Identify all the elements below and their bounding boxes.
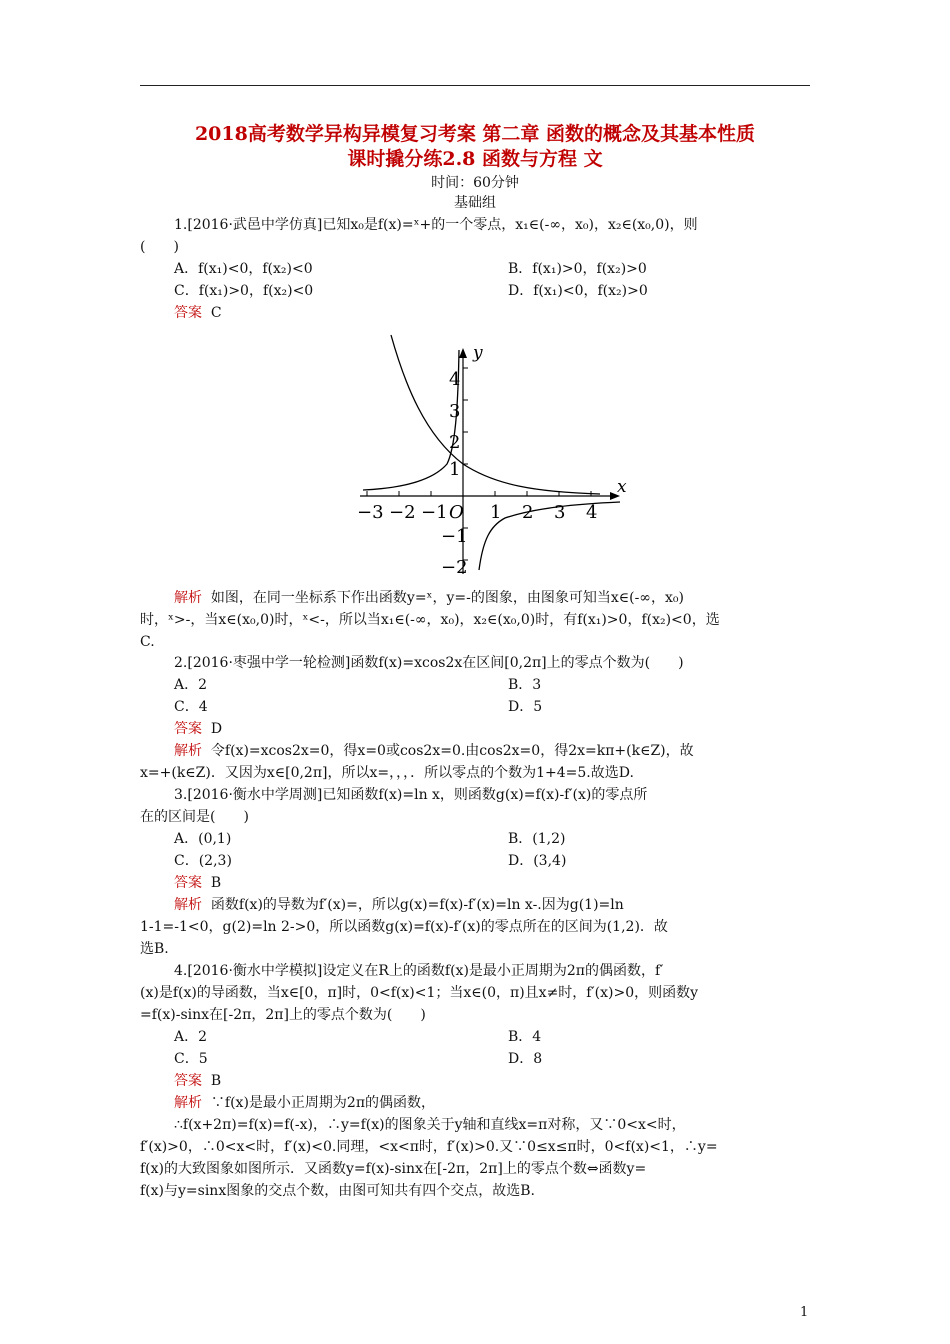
answer-label: 答案 — [174, 1073, 202, 1089]
q4-stem-line2: (x)是f(x)的导函数，当x∈[0，π]时，0<f(x)<1；当x∈(0，π)且x≠时，f′(x)>0，则函数y — [140, 985, 699, 1001]
q3-stem-line1: 3.[2016·衡水中学周测]已知函数f(x)=ln x，则函数g(x)=f(x)-f′(x)的零点所 — [174, 787, 648, 803]
page-number: 1 — [800, 1305, 809, 1320]
q3-analysis-line3: 选B. — [140, 941, 169, 957]
q1-answer-value: C — [210, 305, 222, 321]
q2-answer — [174, 719, 222, 740]
q4-analysis-line1: 解析 ∵f(x)是最小正周期为2π的偶函数， — [174, 1095, 436, 1111]
origin-label: O — [449, 502, 464, 523]
q3-option-c: C．(2,3) — [174, 853, 232, 869]
doc-title-line1: 2018高考数学异构异模复习考案 第二章 函数的概念及其基本性质 — [194, 123, 756, 145]
q4-option-d: D．8 — [508, 1051, 543, 1067]
answer-label: 答案 — [174, 721, 202, 737]
x-tick-label: −1 — [421, 502, 448, 523]
answer-label: 答案 — [174, 875, 202, 891]
q1-option-b: B．f(x₁)>0，f(x₂)>0 — [508, 261, 647, 277]
analysis-label: 解析 — [174, 743, 202, 759]
y-tick-label: 2 — [449, 432, 461, 453]
y-tick-label: −2 — [441, 557, 468, 578]
q2-stem: 2.[2016·枣强中学一轮检测]函数f(x)=xcos2x在区间[0,2π]上的零点个数为( ) — [174, 655, 684, 671]
q3-answer — [174, 873, 221, 894]
q1-analysis-line1: 解析 如图，在同一坐标系下作出函数y=ˣ，y=-的图象，由图象可知当x∈(-∞，x₀) — [174, 590, 684, 606]
y-axis-label: y — [473, 343, 483, 363]
q4-option-c: C．5 — [174, 1051, 208, 1067]
q1-option-c: C．f(x₁)>0，f(x₂)<0 — [174, 283, 314, 299]
q3-answer-value: B — [210, 875, 222, 891]
q2-option-b: B．3 — [508, 677, 542, 693]
q3-analysis-line1: 解析 函数f(x)的导数为f′(x)=，所以g(x)=f(x)-f′(x)=ln x-.因为g(1)=ln — [174, 897, 624, 913]
y-tick-label: 3 — [449, 401, 461, 422]
curve-exponential — [391, 335, 600, 494]
q4-answer — [174, 1071, 221, 1092]
q1-stem-line1: 1.[2016·武邑中学仿真]已知x₀是f(x)=ˣ+的一个零点，x₁∈(-∞，x₀)，x₂∈(x₀,0)，则 — [174, 217, 698, 233]
q4-analysis-line3: f′(x)>0，∴0<x<时，f′(x)<0.同理，<x<π时，f′(x)>0.又∵0≤x≤π时，0<f(x)<1，∴y= — [140, 1139, 718, 1155]
q2-option-a: A．2 — [174, 677, 208, 693]
y-axis-arrow-icon — [459, 348, 467, 358]
q3-option-d: D．(3,4) — [508, 853, 567, 869]
q1-stem-line2: ( ) — [140, 239, 179, 255]
q1-option-d: D．f(x₁)<0，f(x₂)>0 — [508, 283, 648, 299]
group-heading: 基础组 — [454, 195, 496, 211]
header-rule — [140, 85, 810, 86]
doc-title-line2: 课时撬分练2.8 函数与方程 文 — [347, 148, 603, 170]
function-graph — [345, 330, 635, 580]
answer-label: 答案 — [174, 305, 202, 321]
q2-analysis-line2: x=+(k∈Z)．又因为x∈[0,2π]，所以x=，，，．所以零点的个数为1+4=5.故选D. — [140, 765, 634, 781]
q2-answer-value: D — [210, 721, 223, 737]
analysis-label: 解析 — [174, 1095, 202, 1111]
y-tick-label: 4 — [449, 369, 461, 390]
x-axis-label: x — [617, 477, 627, 497]
q1-answer — [174, 303, 222, 324]
y-tick-label: 1 — [449, 459, 461, 480]
q4-analysis-line5: f(x)与y=sinx图象的交点个数，由图可知共有四个交点，故选B. — [140, 1183, 535, 1199]
y-tick-label: −1 — [441, 526, 468, 547]
q4-stem-line3: =f(x)-sinx在[-2π，2π]上的零点个数为( ) — [140, 1007, 426, 1023]
analysis-label: 解析 — [174, 897, 202, 913]
x-tick-label: −3 — [357, 502, 384, 523]
q2-option-d: D．5 — [508, 699, 543, 715]
q3-stem-line2: 在的区间是( ) — [140, 809, 249, 825]
x-tick-label: 1 — [490, 502, 502, 523]
x-tick-label: 3 — [554, 502, 566, 523]
q3-option-a: A．(0,1) — [174, 831, 232, 847]
q2-analysis-line1: 解析 令f(x)=xcos2x=0，得x=0或cos2x=0.由cos2x=0，得2x=kπ+(k∈Z)，故 — [174, 743, 694, 759]
q2-option-c: C．4 — [174, 699, 208, 715]
x-tick-label: −2 — [389, 502, 416, 523]
q1-option-a: A．f(x₁)<0，f(x₂)<0 — [174, 261, 313, 277]
q4-analysis-line2: ∴f(x+2π)=f(x)=f(-x)，∴y=f(x)的图象关于y轴和直线x=π对称，又∵0<x<时， — [174, 1117, 686, 1133]
q4-analysis-line4: f(x)的大致图象如图所示．又函数y=f(x)-sinx在[-2π，2π]上的零点个数⇔函数y= — [140, 1161, 647, 1177]
x-tick-label: 4 — [586, 502, 598, 523]
q4-stem-line1: 4.[2016·衡水中学模拟]设定义在R上的函数f(x)是最小正周期为2π的偶函数，f′ — [174, 963, 664, 979]
q1-analysis-line2: 时，ˣ>-，当x∈(x₀,0)时，ˣ<-，所以当x₁∈(-∞，x₀)，x₂∈(x₀,0)时，有f(x₁)>0，f(x₂)<0，选 — [140, 612, 720, 628]
q4-answer-value: B — [210, 1073, 222, 1089]
q1-analysis-line3: C. — [140, 634, 155, 650]
curve-reciprocal-left — [363, 350, 459, 490]
q4-option-a: A．2 — [174, 1029, 208, 1045]
q4-option-b: B．4 — [508, 1029, 542, 1045]
x-tick-label: 2 — [522, 502, 534, 523]
q3-analysis-line2: 1-1=-1<0，g(2)=ln 2->0，所以函数g(x)=f(x)-f′(x)的零点所在的区间为(1,2)．故 — [140, 919, 668, 935]
analysis-label: 解析 — [174, 590, 202, 606]
time-limit: 时间：60分钟 — [431, 175, 519, 191]
q3-option-b: B．(1,2) — [508, 831, 566, 847]
